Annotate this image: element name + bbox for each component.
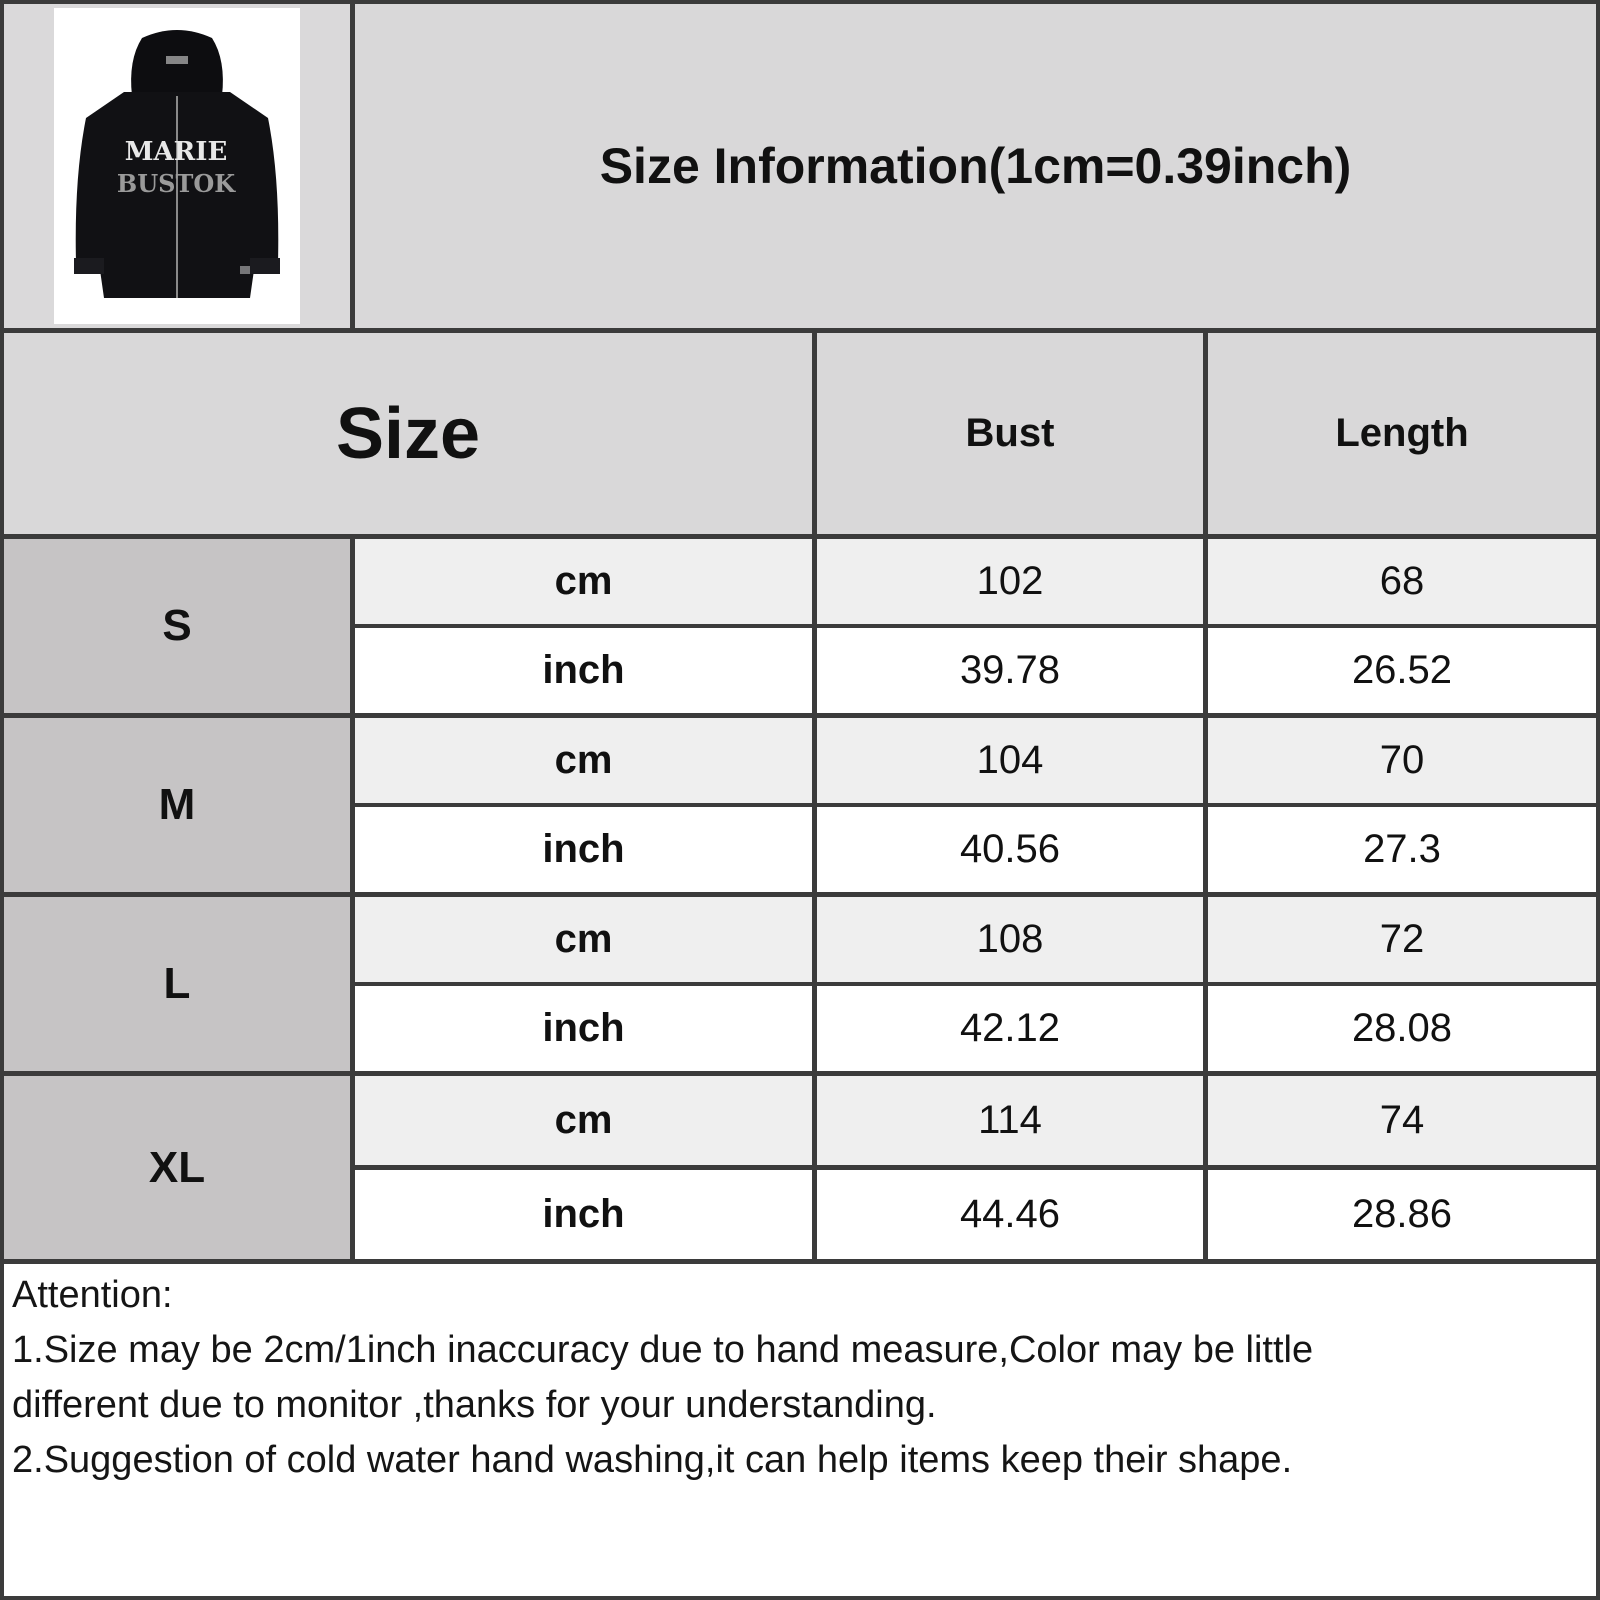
- unit-label: inch: [542, 1006, 625, 1050]
- bust-value: [817, 628, 1203, 713]
- bust-value-text: 102: [976, 559, 1044, 603]
- bust-value: [817, 897, 1203, 982]
- length-value: [1208, 628, 1596, 713]
- page-title-text: Size Information(1cm=0.39inch): [599, 138, 1352, 194]
- bust-value-text: 114: [978, 1098, 1042, 1142]
- length-value-text: 27.3: [1363, 827, 1441, 871]
- column-header-length-label: Length: [1335, 411, 1469, 455]
- bust-value-text: 104: [976, 738, 1044, 782]
- unit-cell: [355, 1170, 812, 1259]
- unit-label: inch: [542, 827, 625, 871]
- unit-label: cm: [554, 917, 613, 961]
- length-value-text: 28.08: [1351, 1006, 1453, 1050]
- page-title: [355, 4, 1596, 328]
- hoodie-print-line-1: MARIE: [124, 137, 228, 167]
- column-header-size-label: Size: [335, 393, 481, 474]
- column-header-length: [1208, 333, 1596, 534]
- length-value-text: 74: [1379, 1098, 1425, 1142]
- bust-value-text: 42.12: [959, 1006, 1061, 1050]
- size-label: L: [163, 959, 191, 1008]
- unit-label: cm: [554, 559, 613, 603]
- length-value-text: 72: [1379, 917, 1425, 961]
- length-value-text: 28.86: [1351, 1192, 1453, 1236]
- bust-value-text: 39.78: [959, 648, 1061, 692]
- length-value-text: 70: [1379, 738, 1425, 782]
- attention-notes: [4, 1264, 1596, 1596]
- size-cell-l: [4, 897, 350, 1071]
- unit-label: cm: [554, 738, 613, 782]
- unit-label: cm: [554, 1098, 613, 1142]
- notes-line: 2.Suggestion of cold water hand washing,it can help items keep their shape.: [12, 1439, 1293, 1481]
- product-image: [54, 8, 300, 324]
- length-value-text: 68: [1379, 559, 1425, 603]
- size-cell-m: [4, 718, 350, 892]
- unit-cell: [355, 897, 812, 982]
- length-value: [1208, 1170, 1596, 1259]
- bust-value-text: 44.46: [959, 1192, 1061, 1236]
- notes-heading: Attention:: [12, 1274, 173, 1316]
- length-value: [1208, 986, 1596, 1071]
- unit-cell: [355, 718, 812, 803]
- length-value: [1208, 718, 1596, 803]
- length-value: [1208, 539, 1596, 624]
- length-value-text: 26.52: [1351, 648, 1453, 692]
- unit-cell: [355, 1076, 812, 1165]
- size-cell-xl: [4, 1076, 350, 1259]
- hoodie-illustration: [54, 8, 300, 324]
- length-value: [1208, 1076, 1596, 1165]
- unit-label: inch: [542, 1192, 625, 1236]
- column-header-bust-label: Bust: [965, 411, 1055, 455]
- size-label: S: [162, 601, 192, 650]
- length-value: [1208, 897, 1596, 982]
- bust-value: [817, 1076, 1203, 1165]
- notes-line: 1.Size may be 2cm/1inch inaccuracy due to hand measure,Color may be little: [12, 1329, 1314, 1371]
- unit-label: inch: [542, 648, 625, 692]
- bust-value-text: 40.56: [959, 827, 1061, 871]
- unit-cell: [355, 986, 812, 1071]
- bust-value: [817, 807, 1203, 892]
- size-label: M: [158, 780, 196, 829]
- column-header-bust: [817, 333, 1203, 534]
- length-value: [1208, 807, 1596, 892]
- bust-value: [817, 539, 1203, 624]
- unit-cell: [355, 628, 812, 713]
- product-image-cell: [4, 4, 350, 328]
- unit-cell: [355, 539, 812, 624]
- size-label: XL: [148, 1142, 206, 1192]
- size-cell-s: [4, 539, 350, 713]
- column-header-size: [4, 333, 812, 534]
- notes-line: different due to monitor ,thanks for your understanding.: [12, 1384, 937, 1426]
- bust-value: [817, 1170, 1203, 1259]
- hoodie-print-line-2: BUSTOK: [116, 169, 236, 198]
- bust-value: [817, 986, 1203, 1071]
- unit-cell: [355, 807, 812, 892]
- bust-value: [817, 718, 1203, 803]
- bust-value-text: 108: [976, 917, 1044, 961]
